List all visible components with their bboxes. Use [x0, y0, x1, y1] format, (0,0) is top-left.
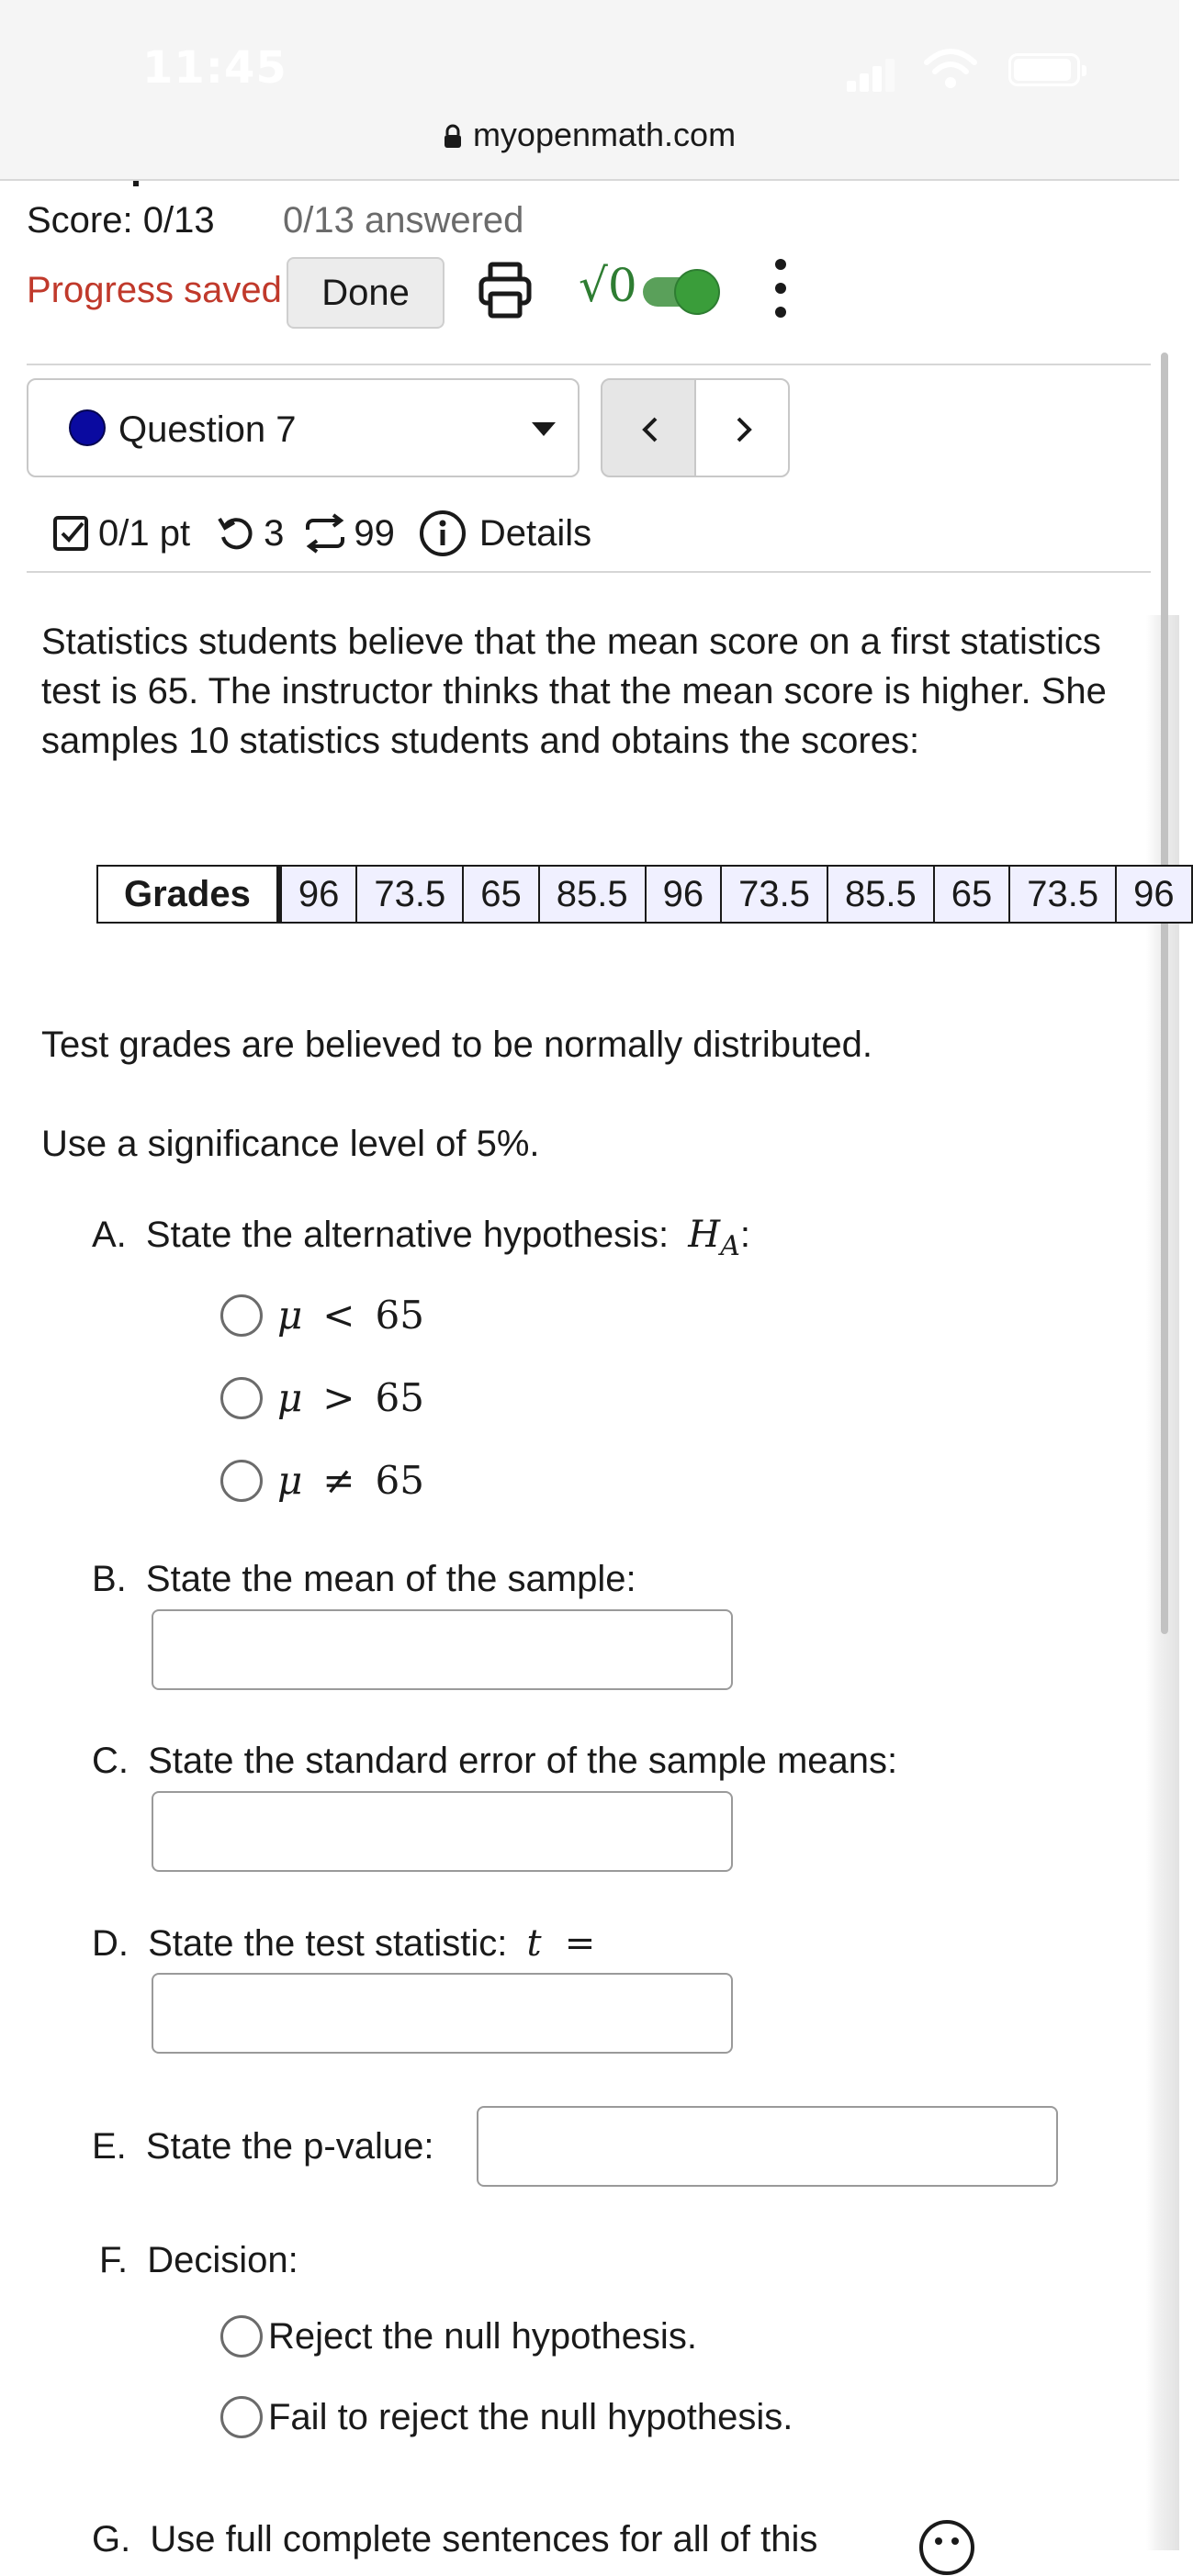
radio-option-not-equal[interactable] — [220, 1458, 424, 1503]
score-check-icon — [52, 515, 89, 552]
table-cell: 73.5 — [1009, 866, 1116, 923]
address-bar[interactable] — [0, 116, 1179, 154]
toggle-knob — [674, 269, 720, 315]
test-statistic-input[interactable] — [152, 1973, 733, 2054]
table-cell: 65 — [934, 866, 1010, 923]
part-d-letter: D. — [92, 1923, 129, 1964]
option-value: 65 — [375, 1375, 424, 1420]
question-status-dot — [69, 409, 106, 446]
table-cell: 96 — [646, 866, 722, 923]
lock-icon — [444, 125, 462, 149]
significance-note: Use a significance level of 5%. — [41, 1124, 540, 1164]
radio-button[interactable] — [220, 1294, 263, 1337]
radio-button[interactable] — [220, 1460, 263, 1502]
part-e-text: State the p-value: — [145, 2126, 434, 2167]
points-label: 0/1 pt — [98, 512, 191, 554]
option-mu: μ — [277, 1375, 303, 1420]
part-d-prompt — [92, 1922, 595, 1965]
part-a-letter: A. — [92, 1215, 127, 1255]
part-a-subscript: A — [720, 1230, 740, 1262]
part-f-text: Decision: — [147, 2240, 298, 2280]
part-b-prompt — [92, 1559, 636, 1600]
progress-saved-status: Progress saved — [27, 270, 282, 310]
url-text: myopenmath.com — [472, 116, 737, 153]
option-value: 65 — [375, 1458, 424, 1503]
part-g-prompt — [92, 2519, 817, 2560]
part-d-text: State the test statistic: — [148, 1923, 508, 1964]
dropdown-caret-icon — [532, 422, 556, 436]
math-entry-toggle[interactable] — [643, 277, 716, 307]
score-label: Score: 0/13 — [27, 200, 215, 241]
table-cell: 85.5 — [539, 866, 646, 923]
part-g-text: Use full complete sentences for all of this — [150, 2519, 818, 2559]
sample-mean-input[interactable] — [152, 1609, 733, 1690]
retry-icon — [216, 513, 256, 554]
p-value-input[interactable] — [477, 2106, 1058, 2187]
battery-icon — [1008, 53, 1080, 86]
math-entry-icon[interactable]: √0 — [579, 259, 637, 312]
previous-question-button[interactable] — [601, 378, 696, 477]
part-c-prompt — [92, 1741, 897, 1782]
radio-option-fail-to-reject[interactable] — [220, 2396, 793, 2438]
radio-option-greater-than[interactable] — [220, 1375, 424, 1420]
radio-option-reject[interactable] — [220, 2315, 697, 2358]
part-a-symbol: H — [688, 1214, 721, 1256]
table-cell: 96 — [1116, 866, 1192, 923]
option-fail-label: Fail to reject the null hypothesis. — [268, 2396, 793, 2437]
radio-button[interactable] — [220, 2315, 263, 2358]
part-a-text: State the alternative hypothesis: — [145, 1215, 670, 1255]
attempts-icon — [304, 513, 346, 554]
part-e-letter: E. — [92, 2126, 127, 2167]
radio-option-less-than[interactable] — [220, 1293, 424, 1338]
table-row — [97, 866, 1192, 923]
distribution-note: Test grades are believed to be normally distributed. — [41, 1025, 872, 1065]
smiley-icon[interactable] — [918, 2519, 975, 2576]
chevron-left-icon — [637, 415, 663, 444]
part-c-letter: C. — [92, 1741, 129, 1781]
details-link[interactable]: Details — [478, 512, 592, 554]
option-reject-label: Reject the null hypothesis. — [268, 2315, 697, 2357]
option-operator: > — [322, 1375, 355, 1420]
status-time: 11:45 — [142, 42, 287, 94]
option-operator: < — [322, 1293, 355, 1338]
part-d-equals: = — [564, 1922, 596, 1965]
print-icon[interactable] — [478, 261, 533, 319]
part-e-prompt — [92, 2126, 433, 2167]
question-meta-row — [52, 508, 591, 559]
radio-button[interactable] — [220, 1377, 263, 1419]
table-cell: 65 — [463, 866, 539, 923]
divider — [27, 571, 1151, 573]
done-button[interactable]: Done — [287, 257, 445, 329]
wifi-icon — [924, 48, 977, 90]
table-cell: 73.5 — [721, 866, 827, 923]
option-mu: μ — [277, 1293, 303, 1338]
table-cell: 73.5 — [356, 866, 463, 923]
table-cell: 85.5 — [827, 866, 934, 923]
chevron-right-icon — [731, 415, 757, 444]
cellular-signal-icon — [847, 55, 895, 92]
option-mu: μ — [277, 1458, 303, 1503]
part-c-text: State the standard error of the sample means: — [148, 1741, 898, 1781]
clipped-text-fragment — [133, 181, 139, 186]
page-scrollbar[interactable] — [1161, 353, 1168, 1634]
attempts-count: 99 — [354, 512, 395, 554]
radio-button[interactable] — [220, 2396, 263, 2438]
grades-table-scroll[interactable] — [96, 865, 1175, 925]
next-question-button[interactable] — [694, 378, 790, 477]
table-cell: 96 — [279, 866, 357, 923]
divider — [27, 364, 1151, 365]
more-options-icon[interactable] — [771, 259, 790, 318]
part-d-symbol: t — [526, 1922, 542, 1965]
part-a-prompt — [92, 1214, 750, 1262]
option-value: 65 — [375, 1293, 424, 1338]
problem-intro: Statistics students believe that the mean score on a first statistics test is 65. The instructor thinks that the mean score is higher. She samples 10 statistics students and obtains the scores: — [41, 622, 1107, 761]
part-b-text: State the mean of the sample: — [145, 1559, 636, 1599]
part-f-letter: F. — [99, 2240, 129, 2280]
part-a-colon: : — [739, 1215, 750, 1255]
question-select-label: Question 7 — [118, 409, 297, 450]
question-select[interactable] — [27, 378, 580, 477]
part-f-prompt — [99, 2240, 298, 2281]
part-g-letter: G. — [92, 2519, 131, 2559]
grades-table — [96, 865, 1193, 924]
table-header-cell: Grades — [97, 866, 279, 923]
info-icon[interactable] — [419, 510, 467, 557]
part-b-letter: B. — [92, 1559, 127, 1599]
option-operator: ≠ — [322, 1458, 355, 1503]
standard-error-input[interactable] — [152, 1791, 733, 1872]
browser-top-bar — [0, 0, 1179, 181]
answered-count: 0/13 answered — [283, 200, 524, 241]
retries-count: 3 — [264, 512, 285, 554]
